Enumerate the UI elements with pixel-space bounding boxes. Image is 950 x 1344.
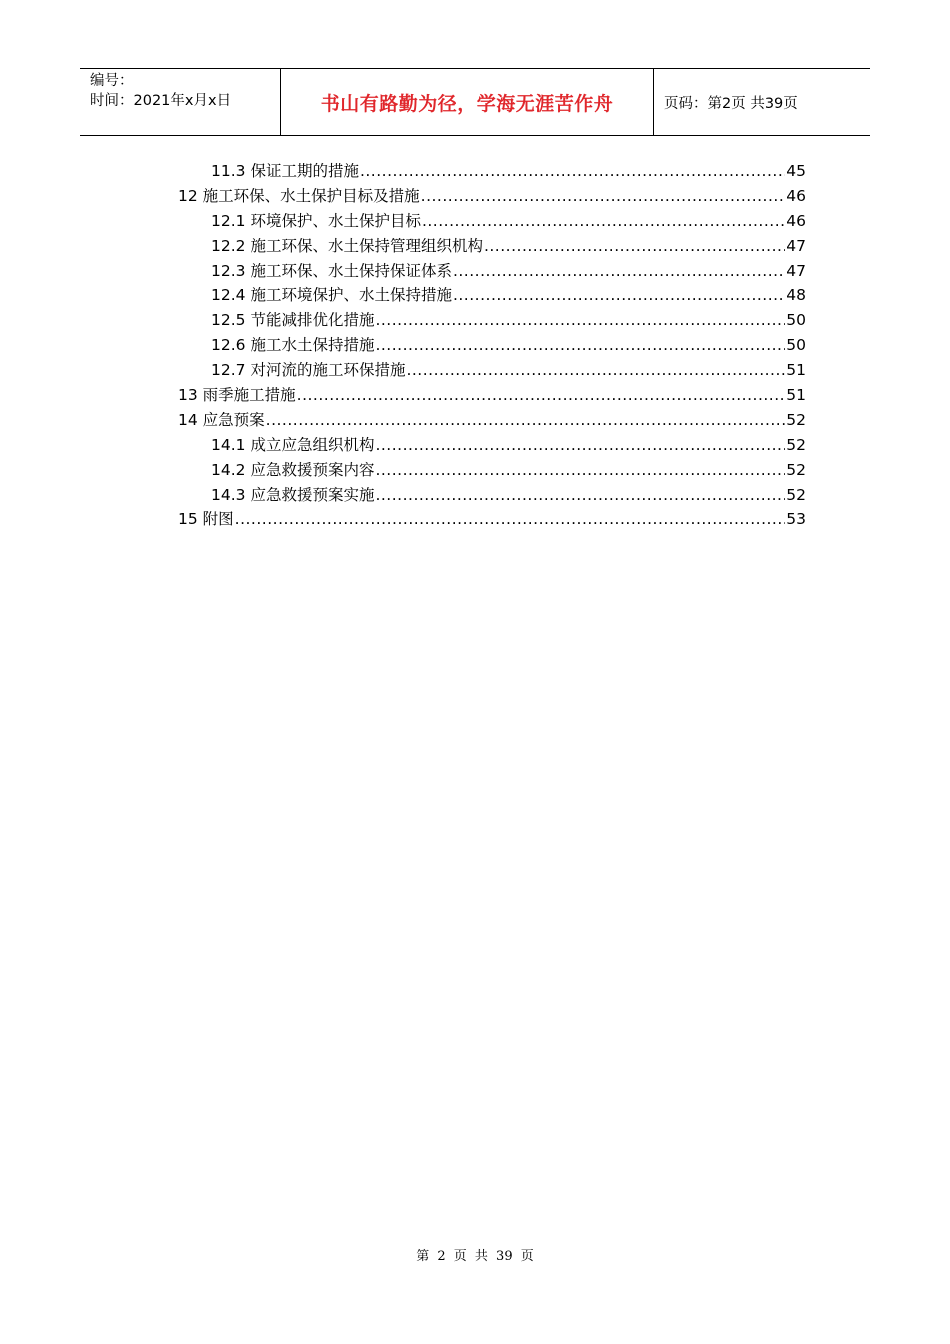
header-page-cell xyxy=(654,69,870,135)
toc-dot-leader xyxy=(375,458,785,483)
toc-entry-page: 52 xyxy=(786,485,806,504)
header-motto-cell xyxy=(281,69,654,135)
toc-entry[interactable] xyxy=(178,259,806,284)
toc-entry-page: 50 xyxy=(786,336,806,355)
toc-entry[interactable] xyxy=(178,383,806,408)
toc-entry-page: 47 xyxy=(786,236,806,255)
toc-entry-title: 12.2 施工环保、水土保持管理组织机构 xyxy=(211,236,483,255)
toc-entry[interactable] xyxy=(178,209,806,234)
toc-entry[interactable] xyxy=(178,358,806,383)
toc-entry[interactable] xyxy=(178,408,806,433)
toc-dot-leader xyxy=(375,333,785,358)
toc-dot-leader xyxy=(360,159,785,184)
toc-entry[interactable] xyxy=(178,483,806,508)
toc-entry-page: 46 xyxy=(786,211,806,230)
toc-entry-title: 12.1 环境保护、水土保护目标 xyxy=(211,211,421,230)
toc-dot-leader xyxy=(375,308,785,333)
toc-entry[interactable] xyxy=(178,458,806,483)
toc-entry-title: 12.6 施工水土保持措施 xyxy=(211,336,375,355)
toc-entry[interactable] xyxy=(178,433,806,458)
toc-entry-title: 12.5 节能减排优化措施 xyxy=(211,311,375,330)
toc-dot-leader xyxy=(422,209,785,234)
toc-entry-page: 53 xyxy=(786,510,806,529)
document-time-label: 时间：2021年x月x日 xyxy=(90,93,232,109)
toc-entry-page: 51 xyxy=(786,361,806,380)
page-footer: 第 2 页 共 39 页 xyxy=(416,1249,534,1264)
document-number-label: 编号： xyxy=(90,73,134,89)
toc-entry-page: 51 xyxy=(786,386,806,405)
toc-entry-page: 48 xyxy=(786,286,806,305)
toc-entry[interactable] xyxy=(178,283,806,308)
toc-entry-title: 15 附图 xyxy=(178,510,234,529)
toc-entry[interactable] xyxy=(178,234,806,259)
toc-entry[interactable] xyxy=(178,308,806,333)
toc-entry-title: 14 应急预案 xyxy=(178,410,265,429)
toc-entry[interactable] xyxy=(178,507,806,532)
toc-dot-leader xyxy=(421,184,786,209)
toc-entry-title: 12.3 施工环保、水土保持保证体系 xyxy=(211,261,452,280)
toc-entry-title: 12.7 对河流的施工环保措施 xyxy=(211,361,406,380)
toc-dot-leader xyxy=(235,507,786,532)
toc-entry-page: 52 xyxy=(786,410,806,429)
toc-entry[interactable] xyxy=(178,333,806,358)
header-meta-cell xyxy=(80,69,281,135)
toc-entry-page: 52 xyxy=(786,435,806,454)
toc-dot-leader xyxy=(453,283,785,308)
toc-entry[interactable] xyxy=(178,184,806,209)
table-of-contents xyxy=(178,159,806,532)
toc-entry-page: 45 xyxy=(786,162,806,180)
toc-dot-leader xyxy=(266,408,786,433)
toc-entry-page: 50 xyxy=(786,311,806,330)
toc-dot-leader xyxy=(406,358,785,383)
toc-entry-page: 47 xyxy=(786,261,806,280)
toc-dot-leader xyxy=(375,433,785,458)
toc-entry-title: 12 施工环保、水土保护目标及措施 xyxy=(178,186,420,205)
header-motto: 书山有路勤为径，学海无涯苦作舟 xyxy=(320,92,614,115)
toc-dot-leader xyxy=(453,259,785,284)
toc-dot-leader xyxy=(297,383,786,408)
toc-entry[interactable] xyxy=(178,159,806,184)
toc-entry-title: 14.1 成立应急组织机构 xyxy=(211,435,375,454)
toc-dot-leader xyxy=(375,483,785,508)
toc-entry-page: 46 xyxy=(786,186,806,205)
header-page-info: 页码：第2页 共39页 xyxy=(664,95,798,112)
toc-entry-title: 14.2 应急救援预案内容 xyxy=(211,460,375,479)
toc-entry-title: 12.4 施工环境保护、水土保持措施 xyxy=(211,286,452,305)
toc-dot-leader xyxy=(484,234,785,259)
toc-entry-title: 11.3 保证工期的措施 xyxy=(211,162,359,180)
page-header xyxy=(80,68,870,136)
toc-entry-page: 52 xyxy=(786,460,806,479)
toc-entry-title: 13 雨季施工措施 xyxy=(178,386,296,405)
toc-entry-title: 14.3 应急救援预案实施 xyxy=(211,485,375,504)
